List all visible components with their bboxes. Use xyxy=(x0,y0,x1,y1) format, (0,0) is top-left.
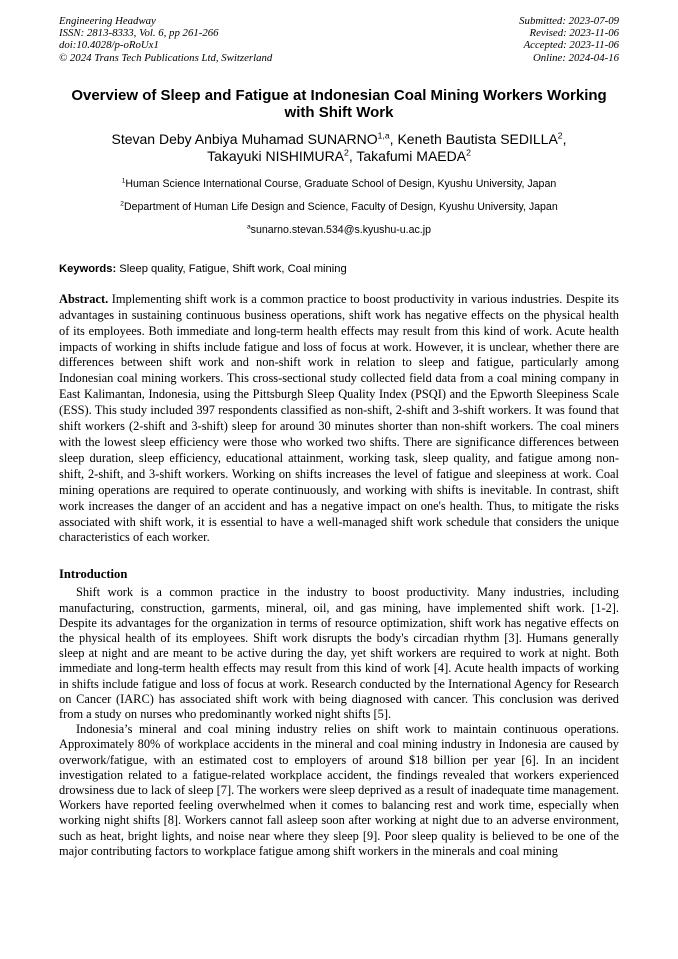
author-separator: , xyxy=(562,130,567,147)
journal-copyright: © 2024 Trans Tech Publications Ltd, Switzerland xyxy=(59,51,273,64)
affiliations-block xyxy=(59,178,619,213)
author-separator: , xyxy=(389,130,398,147)
author-affil-marker: 2 xyxy=(466,147,471,158)
paper-title: Overview of Sleep and Fatigue at Indonesian Coal Mining Workers Working with Shift Work xyxy=(71,86,607,122)
email-marker: a xyxy=(246,223,251,231)
authors-block xyxy=(59,131,619,166)
author-affil-marker: 2 xyxy=(557,130,563,141)
journal-name: Engineering Headway xyxy=(59,15,156,27)
affiliation-marker: 1 xyxy=(121,177,126,185)
author-name: Takayuki NISHIMURA$^2$, xyxy=(207,147,357,165)
date-submitted: Submitted: 2023-07-09 xyxy=(519,15,619,27)
publication-header xyxy=(59,15,619,64)
author-separator: , xyxy=(348,148,357,165)
date-revised: Revised: 2023-11-06 xyxy=(529,27,619,40)
submission-dates xyxy=(519,15,619,64)
author-email xyxy=(59,224,619,236)
email-address: sunarno.stevan.534@s.kyushu-u.ac.jp xyxy=(250,223,431,236)
author-affil-marker: 1,a xyxy=(377,130,390,141)
date-accepted: Accepted: 2023-11-06 xyxy=(523,39,619,52)
authors-line-1 xyxy=(59,131,619,149)
author-name: Takafumi MAEDA$^2$ xyxy=(356,147,471,165)
keywords-line xyxy=(59,263,619,275)
abstract-text: Implementing shift work is a common practice to boost productivity in various industries. Despite its advantages in sustaining continuous business operations, shift work has negative effects on the physical health of its employees. Both immediate and long-term health effects may result from this kind of work. Acute health impacts of working in shifts include fatigue and loss of focus at work. However, it is unclear, whether there are differences between shift work and non-shift work in relation to sleep and fatigue, particularly among Indonesian coal mining workers. This cross-sectional study collected field data from a coal mining company in East Kalimantan, Indonesia, using the Pittsburgh Sleep Quality Index (PSQI) and the Epworth Sleepiness Scale (ESS). This study included 397 respondents classified as non-shift, 2-shift and 3-shift workers. It was found that shift workers (2-shift and 3-shift) sleep for around 30 minutes shorter than non-shift workers. The coal miners with the lowest sleep efficiency were those who worked two shifts. There are significance differences between sleep duration, sleep efficiency, educational attainment, working task, sleep quality, and fatigue among non-shift, 2-shift, and 3-shift workers. Working on shifts increases the level of fatigue and sleepiness at work. Coal mining operations are required to operate continuously, and working with shifts is inevitable. In contrast, shift work increases the danger of an accident and has a negative impact on one's health. Thus, to mitigate the risks associated with shift work, it is essential to have a well-managed shift work schedule that considers the unique characteristics of each worker. xyxy=(59,291,619,545)
abstract-label: Abstract. xyxy=(59,291,109,306)
affiliation-marker: 2 xyxy=(120,200,124,208)
keywords-label: Keywords: xyxy=(59,262,117,275)
affiliation-2: $^2$Department of Human Life Design and Science, Faculty of Design, Kyushu University, Japan xyxy=(120,200,558,213)
keywords-text: Sleep quality, Fatigue, Shift work, Coal mining xyxy=(116,262,347,275)
author-name: Keneth Bautista SEDILLA$^2$, xyxy=(397,130,567,147)
introduction-paragraph-1: Shift work is a common practice in the industry to boost productivity. Many industries, including manufacturing, construction, garments, mineral, oil, and gas mining, have implemented shift work. [1-2]. Despite its advantages for the organization in terms of resource optimization, shift work has negative effects on the physical health of its employees. Shift work disrupts the body's circadian rhythm [3]. Humans generally sleep at night and are meant to be active during the day, yet shift workers are required to work at night. Both immediate and long-term health effects may result from this kind of work [4]. Acute health impacts of working in shifts include fatigue and loss of focus at work. Research conducted by the International Agency for Research on Cancer (IARC) has associated shift work with being diagnosed with cancer. This conclusion was derived from a study on nurses who predominantly worked night shifts [5]. xyxy=(59,585,619,721)
journal-doi: doi:10.4028/p-oRoUx1 xyxy=(59,39,159,52)
abstract-paragraph xyxy=(59,292,619,547)
affiliation-1: $^1$Human Science International Course, Graduate School of Design, Kyushu University, Japan xyxy=(121,177,557,190)
section-heading-introduction: Introduction xyxy=(59,567,128,582)
journal-info xyxy=(59,15,272,64)
date-online: Online: 2024-04-16 xyxy=(532,51,619,64)
author-affil-marker: 2 xyxy=(344,147,349,158)
authors-line-2 xyxy=(59,148,619,166)
introduction-paragraph-2: Indonesia’s mineral and coal mining industry relies on shift work to maintain continuous operations. Approximately 80% of workplace accidents in the mineral and coal mining industry in Indonesia are caused by overwork/fatigue, with an estimated cost to employers of around $18 billion per year [6]. In an incident investigation related to a fatigue-related workplace accident, the findings revealed that workers experienced drowsiness due to lack of sleep [7]. The workers were sleep deprived as a result of inadequate time management. Workers have reported feeling overwhelmed when it comes to balancing rest and work time, especially when working night shifts [8]. Workers cannot fall asleep soon after working at night due to an adverse environment, such as heat, bright lights, and noise near where they sleep [9]. Poor sleep quality is believed to be one of the major contributing factors to workplace fatigue among shift workers in the minerals and coal mining xyxy=(59,722,619,858)
author-name: Stevan Deby Anbiya Muhamad SUNARNO$^{1,a}$, xyxy=(111,130,398,147)
journal-issn-volume: ISSN: 2813-8333, Vol. 6, pp 261-266 xyxy=(59,27,219,40)
